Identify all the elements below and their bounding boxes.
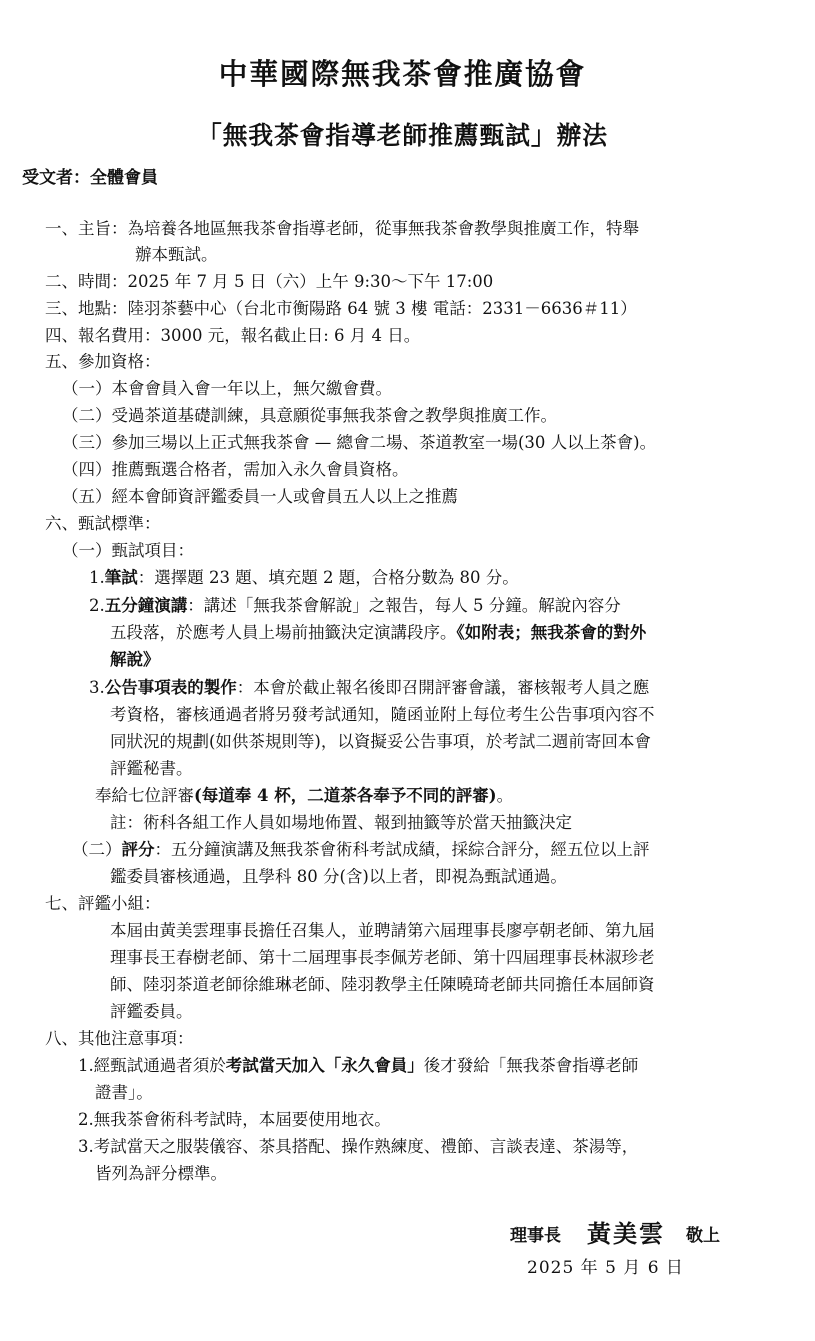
signature-date: 2025 年 5 月 6 日: [527, 1258, 684, 1278]
section-purpose: 一、主旨：為培養各地區無我茶會指導老師，從事無我茶會教學與推廣工作，特舉: [45, 219, 639, 238]
signature-name: 黃美雲: [587, 1220, 665, 1248]
attachment-reference: 《如附表；無我茶會的對外: [456, 623, 647, 642]
criteria-speech: [89, 596, 621, 616]
section-purpose-cont: 辦本甄試。: [135, 245, 218, 264]
item-number: 2.: [89, 596, 105, 615]
criteria-notice-table: [89, 678, 649, 698]
tea-serving-note: [95, 786, 513, 806]
item-number: 1.: [89, 568, 105, 587]
criteria-written-exam: [89, 568, 519, 588]
note-item-3: 3.考試當天之服裝儀容、茶具搭配、操作熟練度、禮節、言談表達、茶湯等，: [78, 1137, 639, 1156]
serving-tail: 。: [496, 786, 514, 805]
criteria-speech-cont: [110, 623, 646, 643]
section-location: 三、地點：陸羽茶藝中心（台北市衡陽路 64 號 3 樓 電話：2331－6636＃11）: [45, 299, 637, 318]
note-item-2: 2.無我茶會術科考試時，本屆要使用地衣。: [78, 1110, 391, 1129]
item-title: 筆試: [104, 568, 138, 587]
section-criteria: 六、甄試標準：: [45, 514, 161, 533]
committee-text-1: 本屆由黃美雲理事長擔任召集人，並聘請第六屆理事長廖亭朝老師、第九屆: [110, 921, 655, 940]
note-text: 1.經甄試通過者須於: [78, 1056, 226, 1075]
organization-title: 中華國際無我茶會推廣協會: [218, 57, 587, 91]
signature-closing: 敬上: [686, 1226, 720, 1246]
section-eligibility: 五、參加資格：: [45, 352, 161, 371]
criteria-notice-cont-2: 同狀況的規劃(如供茶規則等)，以資擬妥公告事項，於考試二週前寄回本會: [110, 732, 651, 751]
item-title: 公告事項表的製作: [104, 678, 237, 697]
committee-text-3: 師、陸羽茶道老師徐維琳老師、陸羽教學主任陳曉琦老師共同擔任本屆師資: [110, 975, 655, 994]
serving-detail: (每道奉 4 杯，二道茶各奉予不同的評審): [194, 786, 497, 805]
item-text: ：五分鐘演講及無我茶會術科考試成績，採綜合評分，經五位以上評: [154, 840, 650, 859]
item-number: 3.: [89, 678, 105, 697]
attachment-reference-cont: 解說》: [110, 650, 160, 669]
section-fee: 四、報名費用：3000 元，報名截止日: 6 月 4 日。: [45, 326, 421, 345]
item-title: 五分鐘演講: [104, 596, 188, 615]
note-item-3-cont: 皆列為評分標準。: [95, 1164, 227, 1183]
document-title: 「無我茶會指導老師推薦甄試」辦法: [197, 121, 608, 150]
section-committee: 七、評鑑小組：: [45, 894, 161, 913]
item-text: ：本會於截止報名後即召開評審會議，審核報考人員之應: [236, 678, 650, 697]
item-text: 五段落，於應考人員上場前抽籤決定演講段序。: [110, 623, 457, 642]
signature-title: 理事長: [510, 1226, 561, 1246]
item-text: ：講述「無我茶會解說」之報告，每人 5 分鐘。解說內容分: [187, 596, 621, 615]
note-emphasis: 考試當天加入「永久會員」: [225, 1056, 424, 1075]
committee-text-2: 理事長王春樹老師、第十二屆理事長李佩芳老師、第十四屆理事長林淑珍老: [110, 948, 655, 967]
criteria-items-heading: （一）甄試項目：: [62, 541, 194, 560]
staff-note: 註：術科各組工作人員如場地佈置、報到抽籤等於當天抽籤決定: [110, 813, 572, 832]
serving-text: 奉給七位評審: [95, 786, 194, 805]
eligibility-item-1: （一）本會會員入會一年以上，無欠繳會費。: [62, 379, 392, 398]
section-time: 二、時間：2025 年 7 月 5 日（六）上午 9:30～下午 17:00: [45, 272, 494, 291]
eligibility-item-5: （五）經本會師資評鑑委員一人或會員五人以上之推薦: [62, 487, 458, 506]
criteria-scoring-cont: 鑑委員審核通過，且學科 80 分(含)以上者，即視為甄試通過。: [110, 867, 567, 886]
eligibility-item-3: （三）參加三場以上正式無我茶會 — 總會二場、茶道教室一場(30 人以上茶會)。: [62, 433, 657, 452]
note-text: 後才發給「無我茶會指導老師: [423, 1056, 639, 1075]
criteria-notice-cont-1: 考資格，審核通過者將另發考試通知，隨函並附上每位考生公告事項內容不: [110, 705, 655, 724]
recipient-line: 受文者：全體會員: [22, 168, 158, 188]
note-item-1: [78, 1056, 638, 1076]
committee-text-4: 評鑑委員。: [110, 1002, 193, 1021]
item-number: （二）: [72, 840, 122, 859]
section-other-notes: 八、其他注意事項：: [45, 1029, 194, 1048]
note-item-1-cont: 證書」。: [95, 1083, 153, 1102]
eligibility-item-4: （四）推薦甄選合格者，需加入永久會員資格。: [62, 460, 409, 479]
criteria-scoring: [72, 840, 650, 860]
criteria-notice-cont-3: 評鑑秘書。: [110, 759, 193, 778]
eligibility-item-2: （二）受過茶道基礎訓練，具意願從事無我茶會之教學與推廣工作。: [62, 406, 557, 425]
item-text: ：選擇題 23 題、填充題 2 題，合格分數為 80 分。: [137, 568, 519, 587]
item-title: 評分: [121, 840, 155, 859]
